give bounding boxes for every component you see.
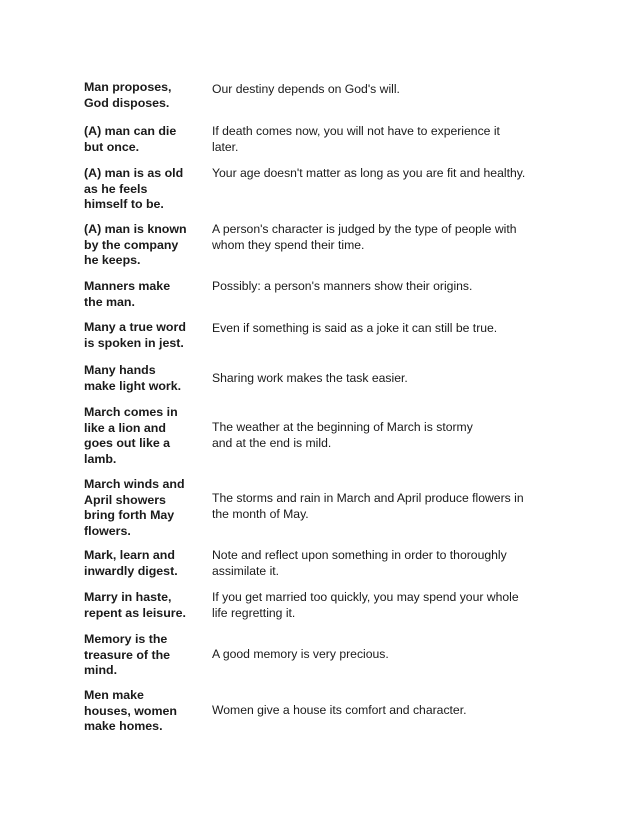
proverb-meaning: Women give a house its comfort and character. (212, 703, 467, 717)
proverb-phrase: Many hands make light work. (84, 363, 182, 393)
table-row (84, 686, 544, 735)
proverb-phrase: (A) man is as old as he feels himself to be. (84, 166, 184, 211)
proverb-meaning: Sharing work makes the task easier. (212, 371, 408, 385)
table-row (84, 546, 544, 579)
proverb-meaning: Even if something is said as a joke it can still be true. (212, 321, 498, 335)
table-row (84, 588, 544, 621)
table-row (84, 122, 544, 155)
table-row (84, 220, 544, 269)
proverb-phrase: Memory is the treasure of the mind. (84, 632, 171, 677)
table-row (84, 403, 544, 467)
proverb-meaning: A person's character is judged by the type of people with whom they spend their time. (212, 222, 517, 252)
table-row (84, 630, 544, 679)
proverb-phrase: Manners make the man. (84, 279, 171, 309)
table-row (84, 164, 544, 213)
proverb-phrase: (A) man is known by the company he keeps. (84, 222, 187, 267)
proverb-meaning: Your age doesn't matter as long as you are fit and healthy. (212, 166, 526, 180)
table-row (84, 361, 544, 394)
proverb-phrase: March comes in like a lion and goes out like a lamb. (84, 405, 178, 466)
proverb-phrase: Many a true word is spoken in jest. (84, 320, 186, 350)
proverb-phrase: Mark, learn and inwardly digest. (84, 548, 178, 578)
proverb-meaning: Our destiny depends on God's will. (212, 82, 400, 96)
proverb-phrase: Man proposes, God disposes. (84, 80, 172, 110)
proverb-meaning: The storms and rain in March and April produce flowers in the month of May. (212, 491, 524, 521)
table-row (84, 318, 544, 351)
proverb-meaning: Possibly: a person's manners show their origins. (212, 279, 473, 293)
table-row (84, 475, 544, 539)
proverb-phrase: March winds and April showers bring forth May flowers. (84, 477, 185, 538)
proverb-meaning: The weather at the beginning of March is stormy and at the end is mild. (212, 420, 473, 450)
table-row (84, 78, 544, 111)
proverb-phrase: (A) man can die but once. (84, 124, 177, 154)
proverb-meaning: Note and reflect upon something in order to thoroughly assimilate it. (212, 548, 507, 578)
proverb-meaning: If death comes now, you will not have to experience it later. (212, 124, 500, 154)
proverb-phrase: Men make houses, women make homes. (84, 688, 177, 733)
proverb-meaning: If you get married too quickly, you may spend your whole life regretting it. (212, 590, 519, 620)
proverb-phrase: Marry in haste, repent as leisure. (84, 590, 186, 620)
table-row (84, 277, 544, 310)
proverb-meaning: A good memory is very precious. (212, 647, 389, 661)
